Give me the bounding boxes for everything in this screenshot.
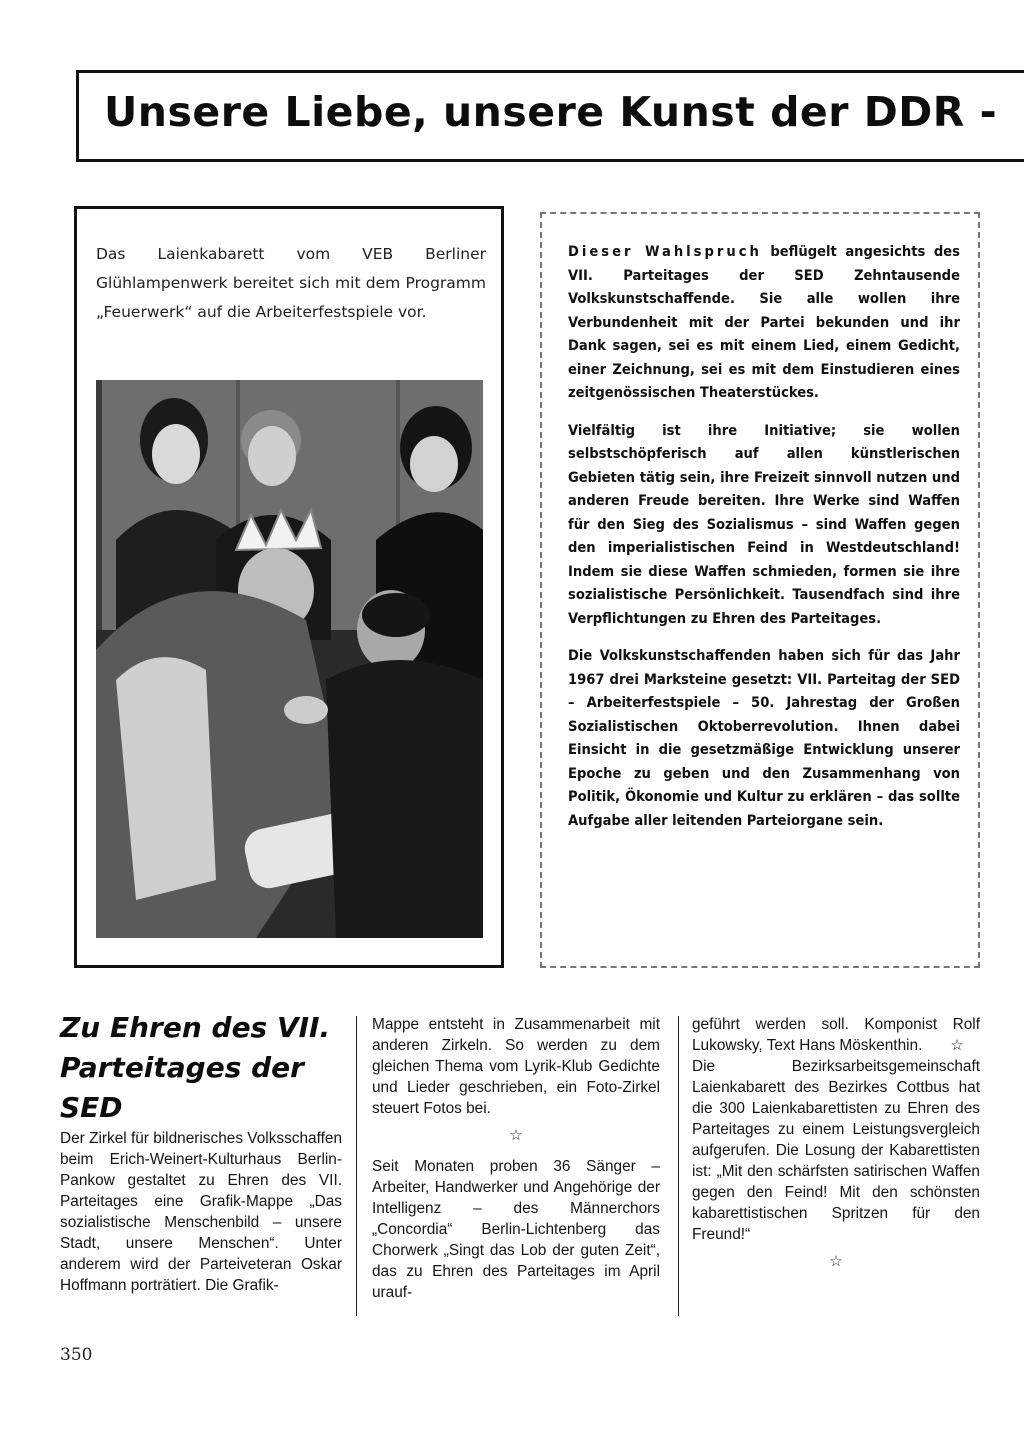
statement-paragraph-2: Vielfältig ist ihre Initiative; sie wollen selbstschöpferisch auf allen künstlerischen Gebieten tätig sein, ihre Freizeit sinnvoll nutzen und anderen Freude bereiten. Ihre Werke sind Waffen für den Sieg des Sozialismus – sind Waffen gegen den imperialistischen Feind in Westdeutschland! Indem sie diese Waffen schmieden, formen sie ihre sozialistische Persönlichkeit. Tausendfach sind ihre Verpflichtungen zu Ehren des Parteitages. xyxy=(568,421,960,627)
star-icon: ☆ xyxy=(509,1127,523,1144)
article-paragraph: Seit Monaten proben 36 Sänger – Arbeiter, Handwerker und Angehörige der Intelligenz – des Männerchors „Concordia“ Berlin-Lichtenberg das Chorwerk „Singt das Lob der guten Zeit“, das zu Ehren des Parteitages im April urauf- xyxy=(372,1158,660,1301)
statement-text xyxy=(568,240,960,846)
star-icon: ☆ xyxy=(950,1037,964,1054)
article-column-1 xyxy=(60,1128,342,1296)
article-column-3 xyxy=(692,1014,980,1282)
article-title: Zu Ehren des VII. Parteitages der SED xyxy=(60,1011,331,1124)
page-number: 350 xyxy=(60,1345,93,1365)
statement-paragraph-1: beflügelt angesichts des VII. Parteitages der SED Zehntausende Volkskunstschaffende. Sie alle wollen ihre Verbundenheit mit der Partei bekunden und ihr Dank sagen, sei es mit einem Lied, einem Gedicht, einer Zeichnung, sei es mit dem Einstudieren eines zeitgenössischen Theaterstückes. xyxy=(568,243,960,401)
statement-lead: Dieser Wahlspruch xyxy=(568,243,762,260)
article-paragraph xyxy=(692,1014,980,1056)
headline: Unsere Liebe, unsere Kunst der DDR - xyxy=(104,88,998,136)
article-column-2 xyxy=(372,1014,660,1303)
article-paragraph-text: geführt werden soll. Komponist Rolf Lukowsky, Text Hans Möskenthin. xyxy=(692,1016,980,1054)
article-paragraph: Die Bezirksarbeitsgemeinschaft Laienkabarett des Bezirkes Cottbus hat die 300 Laienkabarettisten zu Ehren des Parteitages zu einem Leistungsvergleich aufgerufen. Die Losung der Kabarettisten ist: „Mit den schärfsten satirischen Waffen gegen den Feind! Mit den schönsten kabarettistischen Spritzen für den Freund!“ xyxy=(692,1058,980,1243)
article-paragraph: Der Zirkel für bildnerisches Volksschaffen beim Erich-Weinert-Kulturhaus Berlin-Pankow gestaltet zu Ehren des VII. Parteitages eine Grafik-Mappe „Das sozialistische Menschenbild – unsere Stadt, unsere Menschen“. Unter anderem wird der Parteiveteran Oskar Hoffmann porträtiert. Die Grafik- xyxy=(60,1130,342,1294)
cabaret-photo xyxy=(96,380,483,938)
statement-paragraph-3: Die Volkskunstschaffenden haben sich für das Jahr 1967 drei Marksteine gesetzt: VII. Parteitag der SED – Arbeiterfestspiele – 50. Jahrestag der Großen Sozialistischen Oktoberrevolution. Ihnen dabei Einsicht in die gesetzmäßige Entwicklung unserer Epoche zu geben und den Zusammenhang von Politik, Ökonomie und Kultur zu erklären – das sollte Aufgabe aller leitenden Parteiorgane sein. xyxy=(568,647,960,829)
star-icon: ☆ xyxy=(829,1253,843,1270)
article-paragraph: Mappe entsteht in Zusammenarbeit mit anderen Zirkeln. So werden zu dem gleichen Thema vom Lyrik-Klub Gedichte und Lieder geschrieben, ein Foto-Zirkel steuert Fotos bei. xyxy=(372,1016,660,1117)
column-divider xyxy=(356,1016,357,1316)
photo-caption: Das Laienkabarett vom VEB Berliner Glühlampenwerk bereitet sich mit dem Programm „Feuerwerk“ auf die Arbeiterfestspiele vor. xyxy=(96,245,486,321)
statement-paragraph xyxy=(568,240,960,405)
column-divider xyxy=(678,1016,679,1316)
